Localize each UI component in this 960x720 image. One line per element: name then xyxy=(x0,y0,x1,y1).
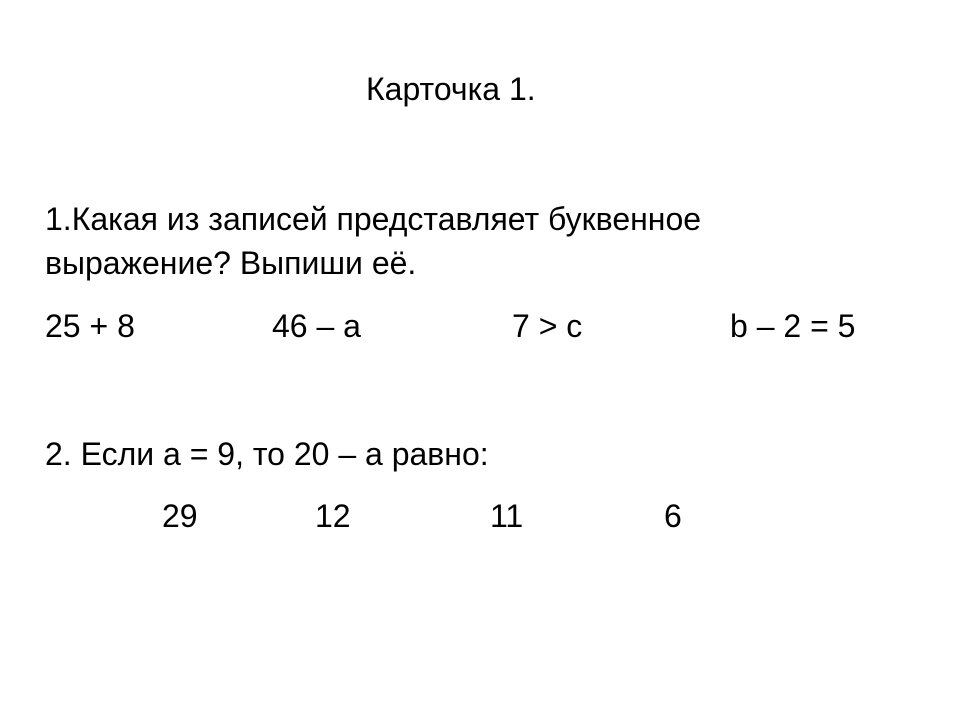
question-2-option: 29 xyxy=(162,498,198,534)
question-1-option: 25 + 8 xyxy=(45,308,135,344)
question-1-option: 46 – a xyxy=(272,308,361,344)
card-title: Карточка 1. xyxy=(366,71,536,107)
question-2-text: 2. Если a = 9, то 20 – a равно: xyxy=(45,436,489,472)
question-2-option: 12 xyxy=(315,498,351,534)
question-1-option: b – 2 = 5 xyxy=(730,308,856,344)
question-2-option: 11 xyxy=(490,498,524,534)
question-1-option: 7 > c xyxy=(512,308,583,344)
question-2-option: 6 xyxy=(664,498,682,534)
question-1-text-line-1: 1.Какая из записей представляет буквенное xyxy=(45,201,702,237)
question-1-text-line-2: выражение? Выпиши её. xyxy=(45,245,417,281)
